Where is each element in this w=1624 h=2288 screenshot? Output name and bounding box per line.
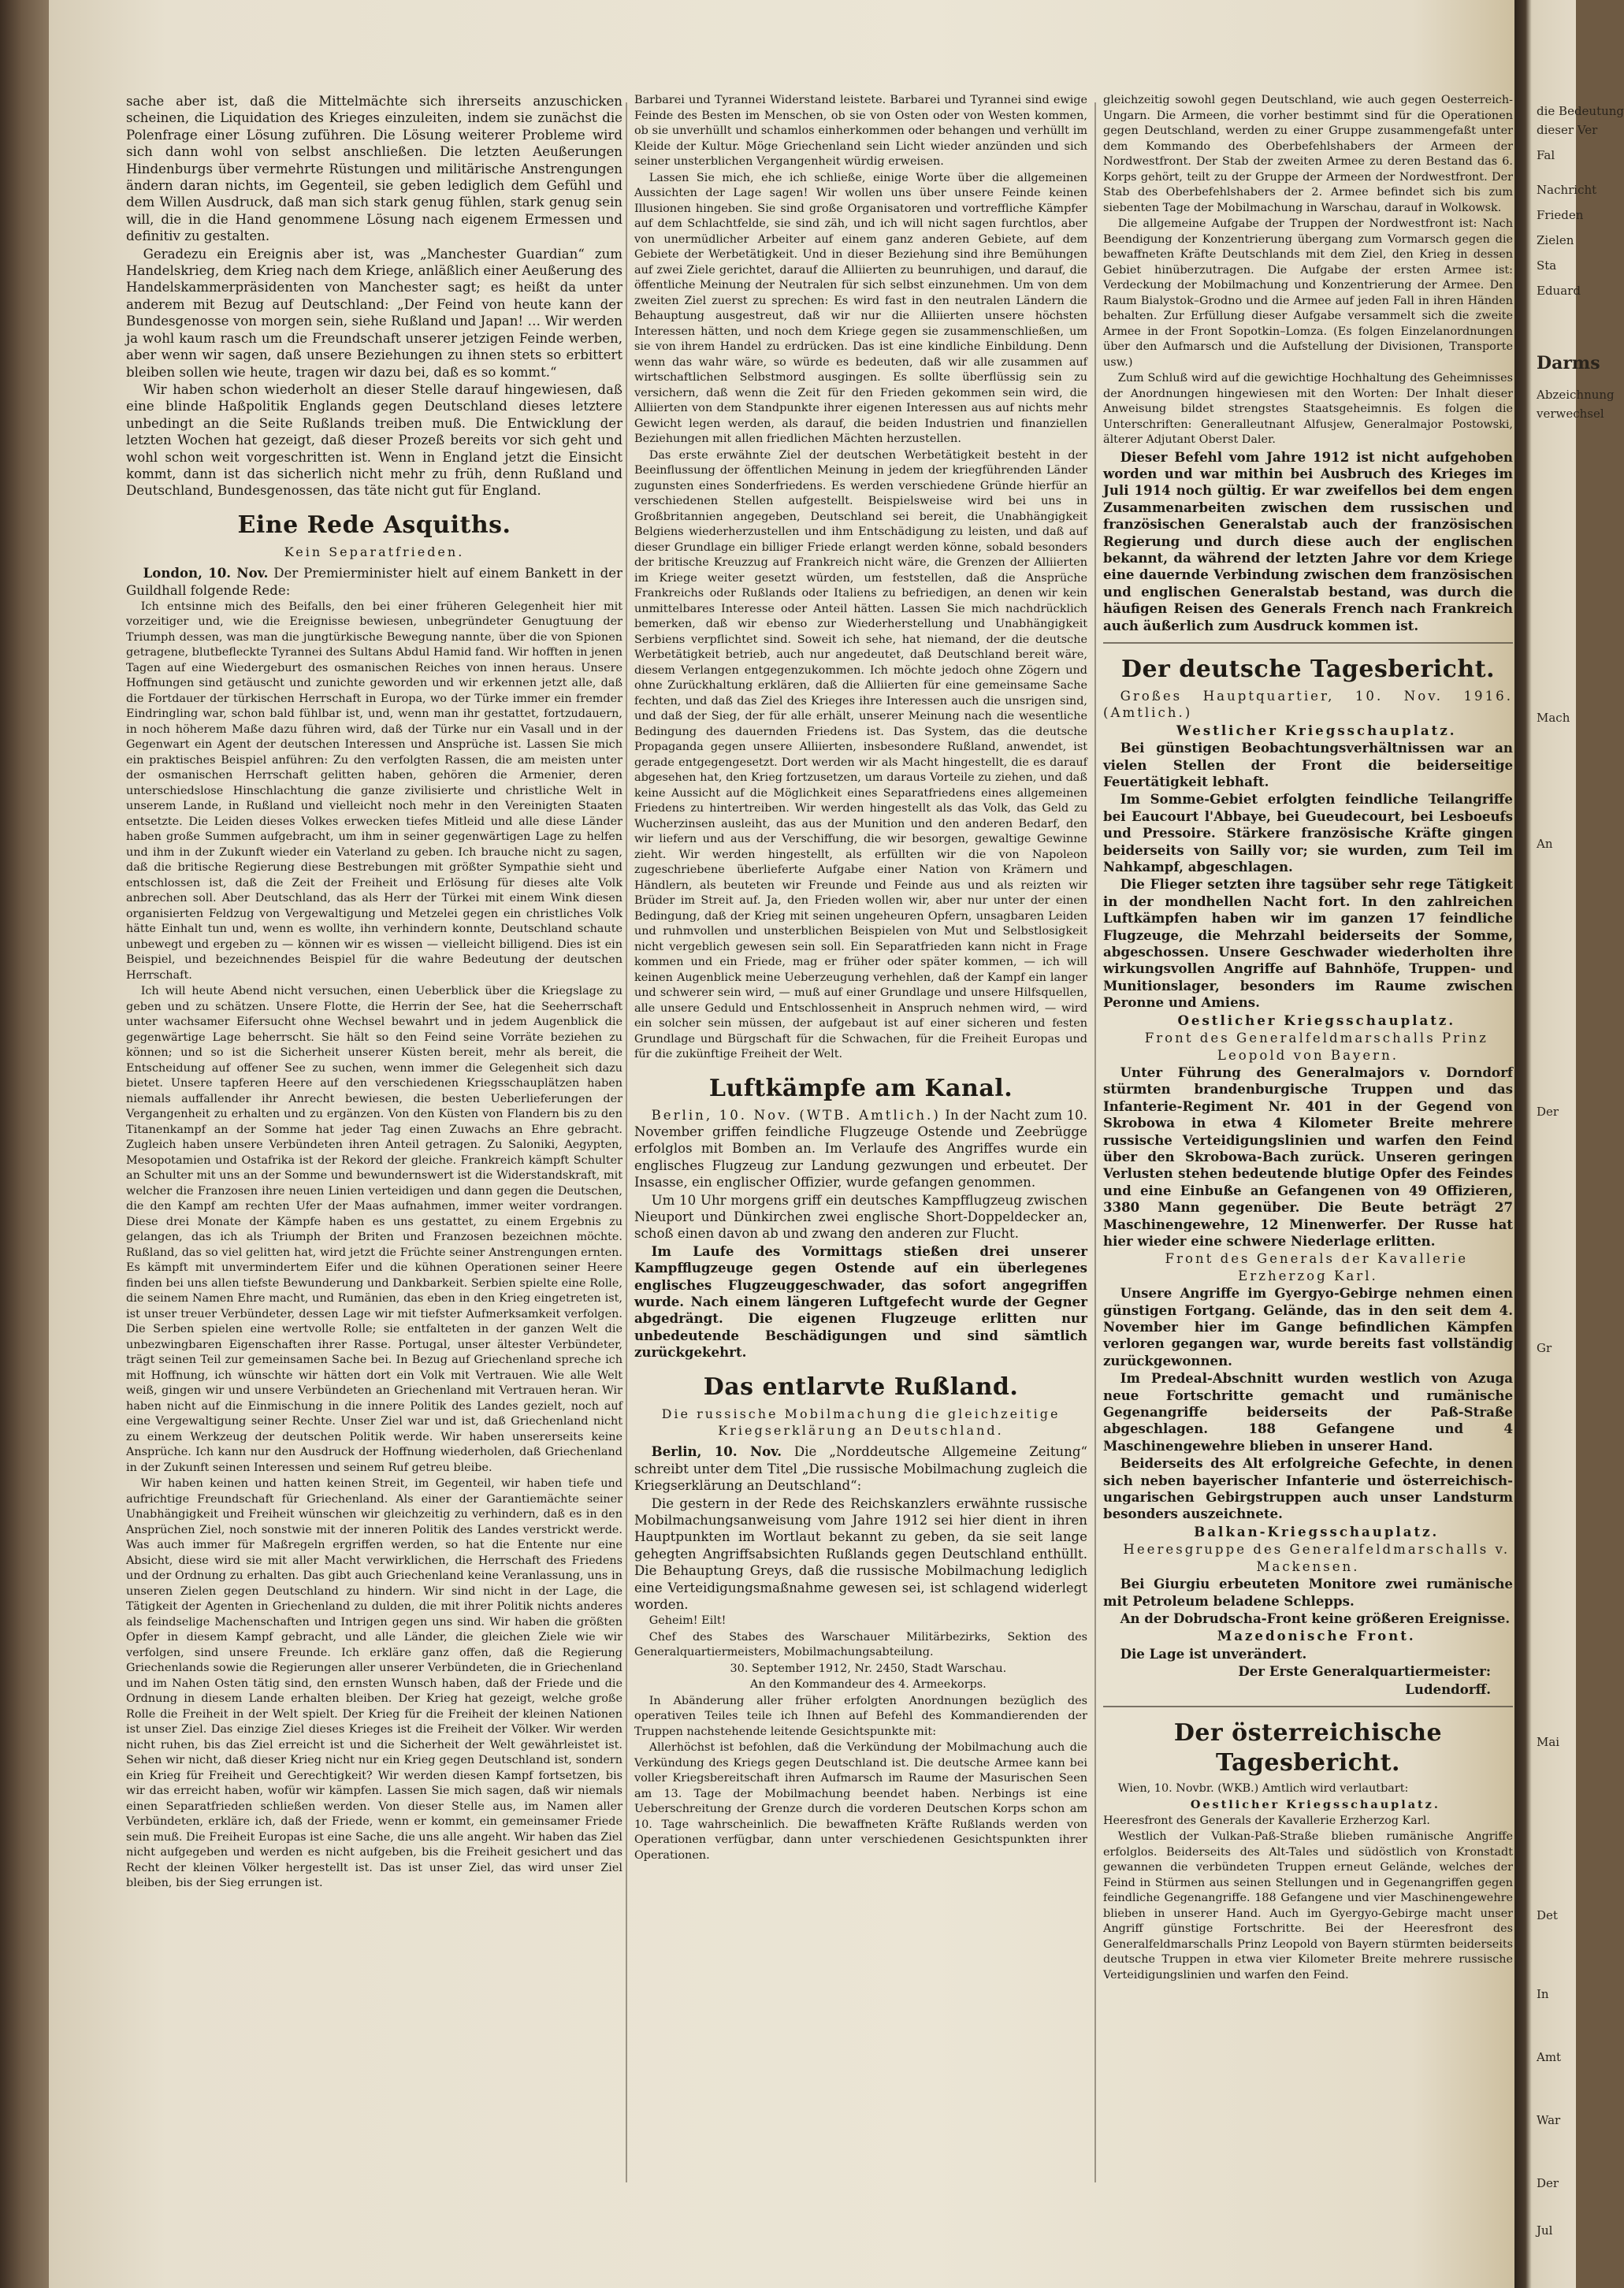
dateline: Großes Hauptquartier, 10. Nov. 1916. (Amtlich.): [1103, 688, 1513, 721]
document-line: Geheim! Eilt!: [648, 1614, 727, 1628]
speech-continuation: Barbarei und Tyrannei Widerstand leistete. Barbarei und Tyrannei sind ewige Feinde des Besten im Menschen, ob sie von Osten oder von Westen kommen, ob sie unverhüllt und schamlos einherkommen oder behangen und verhüllt im Kleide der Kultur. Möge Griechenland sein Licht wieder anzünden und sich seiner unsterblichen Vergangenheit würdig erweisen.: [634, 94, 1087, 168]
column-3: [1103, 93, 1513, 2220]
next-page-text: Gr: [1537, 1341, 1552, 1355]
paragraph: Um 10 Uhr morgens griff ein deutsches Kampfflugzeug zwischen Nieuport und Dünkirchen zwei englische Short-Doppeldecker an, schoß einen davon ab und zwang den anderen zur Flucht.: [634, 1192, 1087, 1242]
paragraph: Unter Führung des Generalmajors v. Dorndorf stürmten brandenburgische Truppen und das Infanterie-Regiment Nr. 401 in der Gegend von Skrobowa in etwa 4 Kilometer Breite mehrere russische Verteidigungslinien und warfen den Feind über den Skrobowa-Bach zurück. Unseren geringen Verlusten stehen bedeutende blutige Opfer des Feindes und eine Einbuße an Gefangenen von 49 Offizieren, 3380 Mann gegenüber. Die Beute beträgt 27 Maschinengewehre, 12 Minenwerfer. Der Russe hat hier wieder eine schwere Niederlage erlitten.: [1103, 1064, 1513, 1249]
column-rule-1: [626, 102, 627, 2182]
section-heading: Mazedonische Front.: [1217, 1628, 1416, 1644]
next-page-text: Nachricht: [1537, 183, 1597, 197]
paragraph: Die „Norddeutsche Allgemeine Zeitung“ schreibt unter dem Titel „Die russische Mobilmachung zugleich die Kriegserklärung an Deutschland“:: [634, 1444, 1088, 1494]
next-page-text: verwechsel: [1537, 407, 1604, 421]
divider: [1103, 1706, 1513, 1707]
headline-oesterreichischer-tagesbericht: Der österreichische Tagesbericht.: [1173, 1718, 1443, 1777]
signature-name: Ludendorff.: [1405, 1681, 1491, 1697]
paragraph: Wir haben schon wiederholt an dieser Stelle darauf hingewiesen, daß eine blinde Haßpolitik Englands gegen Deutschland dieses letztere unbedingt an die Seite Rußlands treiben muß. Die Entwicklung der letzten Wochen hat gezeigt, daß dieser Prozeß bereits vor sich geht und wohl schon weit vorgeschritten ist. Wenn in England jetzt die Einsicht kommt, dann ist das sicherlich nicht mehr zu früh, denn Rußland und Deutschland, Bundesgenossen, das täte nicht gut für England.: [126, 381, 622, 499]
next-page-text: Sta: [1537, 258, 1557, 273]
headline-luftkaempfe: Luftkämpfe am Kanal.: [708, 1074, 1013, 1102]
next-page-text: In: [1537, 1987, 1549, 2001]
next-page-headline: Darms: [1537, 353, 1600, 373]
document-text: In Abänderung aller früher erfolgten Anordnungen bezüglich des operativen Teiles teile ich Ihnen auf Befehl des Kommandierenden der Truppen nachstehende leitende Gesichtspunkte mit:: [634, 1694, 1087, 1738]
paragraph: Bei günstigen Beobachtungsverhältnissen war an vielen Stellen der Front die beiderseitige Feuertätigkeit lebhaft.: [1103, 740, 1513, 789]
next-page-text: Mach: [1537, 711, 1570, 725]
book-binding: [0, 0, 49, 2288]
section-subheading: Heeresfront des Generals der Kavallerie Erzherzog Karl.: [1103, 1814, 1430, 1827]
next-page-text: Mai: [1537, 1735, 1560, 1749]
paragraph: An der Dobrudscha-Front keine größeren Ereignisse.: [1120, 1610, 1511, 1626]
paragraph: Die gestern in der Rede des Reichskanzlers erwähnte russische Mobilmachungsanweisung vom Jahre 1912 sei hier dient in ihren Hauptpunkten im Wortlaut bekannt zu geben, da sie seit lange gehegten Angriffsabsichten Rußlands gegen Deutschland enthüllt. Die Behauptung Greys, daß die russische Mobilmachung lediglich eine Verteidigungsmaßnahme gewesen sei, ist schlagend widerlegt worden.: [634, 1495, 1087, 1613]
subheadline: Die russische Mobilmachung die gleichzeitige Kriegserklärung an Deutschland.: [661, 1406, 1061, 1438]
paragraph: Beiderseits des Alt erfolgreiche Gefechte, in denen sich neben bayerischer Infanterie und österreichisch-ungarischen Gebirgstruppen auch unser Landsturm besonders auszeichnete.: [1103, 1455, 1513, 1522]
document-line: 30. September 1912, Nr. 2450, Stadt Warschau.: [730, 1662, 1007, 1675]
paragraph: Bei Giurgiu erbeuteten Monitore zwei rumänische mit Petroleum beladene Schlepps.: [1103, 1576, 1513, 1609]
paragraph: Im Predeal-Abschnitt wurden westlich von Azuga neue Fortschritte gemacht und rumänische Gegenangriffe beiderseits der Paß-Straße abgeschlagen. 188 Gefangene und 4 Maschinengewehre blieben in unserer Hand.: [1103, 1370, 1513, 1454]
speech-text: Wir haben keinen und hatten keinen Streit, im Gegenteil, wir haben tiefe und aufrichtige Freundschaft für Griechenland. Als einer der Garantiemächte seiner Unabhängigkeit und Freiheit wünschen wir gleichzeitig zu verhindern, daß es in den Ansprüchen Ziel, noch sonstwie mit der inneren Politik des Landes verstrickt werde. Was auch immer für Maßregeln ergriffen werden, so hat die Entente nur eine Absicht, diese wird sie mit aller Macht verwirklichen, die Herrschaft des Friedens und der Ordnung zu erhalten. Das gibt auch Griechenland keine Veranlassung, uns in unseren Zielen gegen Deutschland zu hindern. Wir sind nicht in der Lage, die Tätigkeit der Agenten in Griechenland zu dulden, die mit ihrer Politik nichts anderes als feindselige Machenschaften und Intrigen gegen uns sind. Wir haben die größten Opfer in diesem Kampf gebracht, und alle Länder, die gleichen Ziele wie wir verfolgen, sind unsere Freunde. Ich erkläre ganz offen, daß die Regierung Griechenlands sowie die Regierungen aller unserer Verbündeten, die in Griechenland und im Nahen Osten tätig sind, den ernsten Wunsch haben, daß der Friede und die Ordnung in diesem Lande erhalten bleiben. Der Krieg hat gezeigt, welche große Rolle die Freiheit in der Welt spielt. Der Krieg für die Freiheit der kleinen Nationen ist unser Ziel. Das einzige Ziel dieses Krieges ist die Freiheit der Völker. Wir werden nicht ruhen, bis das Ziel erreicht ist und die Sicherheit der Welt gewährleistet ist. Sehen wir nicht, daß dieser Krieg nicht nur ein Krieg gegen Deutschland ist, sondern ein Krieg für Freiheit und Gerechtigkeit? Wir werden diesen Kampf fortsetzen, bis wir das erreicht haben, wofür wir kämpfen. Lassen Sie mich sagen, daß wir niemals einen Separatfrieden schließen werden. Von dieser Stelle aus, im Namen aller Verbündeten, erkläre ich, daß der Friede, wenn er kommt, ein gemeinsamer Friede sein muß. Die Freiheit Europas ist eine Sache, die uns alle angeht. Wir haben das Ziel nicht aufgegeben und werden es nicht aufgeben, bis die Freiheit gesichert und das Recht der kleinen Völker hergestellt ist. Das ist unser Ziel, das wird unser Ziel bleiben, bis der Sieg errungen ist.: [126, 1477, 622, 1890]
paragraph: Die Flieger setzten ihre tagsüber sehr rege Tätigkeit in der mondhellen Nacht fort. In den zahlreichen Luftkämpfen haben wir im ganzen 17 feindliche Flugzeuge, die Mehrzahl beiderseits der Somme, abgeschossen. Unsere Geschwader wiederholten ihre wirkungsvollen Angriffe auf Bahnhöfe, Truppen- und Munitionslager, besonders im Raume zwischen Peronne und Amiens.: [1103, 876, 1513, 1011]
headline-deutscher-tagesbericht: Der deutsche Tagesbericht.: [1120, 655, 1496, 683]
dateline: London, 10. Nov.: [143, 565, 269, 581]
section-subheading: Heeresgruppe des Generalfeldmarschalls v. Mackensen.: [1123, 1542, 1511, 1574]
section-heading: Westlicher Kriegsschauplatz.: [1176, 722, 1457, 738]
next-page-text: Frieden: [1537, 208, 1584, 222]
section-subheading: Front des Generalfeldmarschalls Prinz Leopold von Bayern.: [1144, 1031, 1488, 1063]
section-heading: Oestlicher Kriegsschauplatz.: [1177, 1012, 1456, 1028]
divider: [1103, 642, 1513, 644]
next-page-text: Amt: [1537, 2050, 1562, 2064]
paragraph: Im Laufe des Vormittags stießen drei unserer Kampfflugzeuge gegen Ostende auf ein überlegenes englisches Flugzeuggeschwader, das sofort angegriffen wurde. Nach einem längeren Luftgefecht wurde der Gegner abgedrängt. Die eigenen Flugzeuge erlitten nur unbedeutende Beschädigungen und sind sämtlich zurückgekehrt.: [634, 1242, 1087, 1361]
next-page-text: die Bedeutung: [1537, 104, 1624, 118]
column-2: [634, 93, 1087, 2212]
paragraph: Dieser Befehl vom Jahre 1912 ist nicht aufgehoben worden und war mithin bei Ausbruch des Krieges im Juli 1914 noch gültig. Er war zweifellos bei dem engen Zusammenarbeiten zwischen dem russischen und französischen Generalstab auch der französischen Regierung und durch diese auch der englischen bekannt, da während der letzten Jahre vor dem Kriege eine dauernde Verbindung zwischen dem französischen und englischen Generalstab bestand, was durch die häufigen Reisen des Generals French nach Frankreich auch äußerlich zum Ausdruck kommen ist.: [1103, 448, 1513, 633]
signature-title: Der Erste Generalquartiermeister:: [1238, 1663, 1491, 1680]
headline-asquith: Eine Rede Asquiths.: [237, 511, 511, 539]
paragraph: Unsere Angriffe im Gyergyo-Gebirge nehmen einen günstigen Fortgang. Gelände, das in den seit dem 4. November hier im Gange befindlichen Kämpfen verloren gegangen war, wurde bereits fast vollständig zurückgewonnen.: [1103, 1285, 1513, 1369]
dateline: Berlin, 10. Nov.: [651, 1443, 782, 1460]
speech-text: Ich entsinne mich des Beifalls, den bei einer früheren Gelegenheit hier mit vorzeitiger und, wie die Ereignisse bewiesen, unbegründeter Genugtuung der Triumph dessen, was man die jungtürkische Bewegung nannte, über die von Spionen getragene, blutbefleckte Tyrannei des Sultans Abdul Hamid fand. Wir hofften in jenen Tagen auf eine Wiedergeburt des osmanischen Reiches von innen heraus. Unsere Hoffnungen sind getäuscht und zunichte geworden und wir erkennen jetzt alle, daß die Fortdauer der türkischen Herrschaft in Europa, wo der Türke immer ein fremder Eindringling war, schon bald fühlbar ist, und, wenn man ihr gestattet, fortzudauern, in noch höherem Maße dazu führen wird, daß der Türke nur ein Vasall und in der Gegenwart ein Agent der deutschen Interessen und Ansprüche ist. Lassen Sie mich ein praktisches Beispiel anführen: Zu den verfolgten Rassen, die am meisten unter der osmanischen Herrschaft gelitten haben, gehören die Armenier, deren unterschiedslose Hinschlachtung die ganze zivilisierte und christliche Welt in unserem Lande, in Rußland und vielleicht noch mehr in den Vereinigten Staaten entsetzte. Die Leiden dieses Volkes erwecken tiefes Mitleid und alle diese Länder haben große Summen aufgebracht, um ihm in seiner gegenwärtigen Lage zu helfen und ihm in der Zukunft wieder ein Vaterland zu geben. Ich brauche nicht zu sagen, daß die britische Regierung diese Bestrebungen mit größter Sympathie sieht und entschlossen ist, daß die Zeit der Freiheit und Erlösung für dieses alte Volk anbrechen soll. Aber Deutschland, das als Herr der Türkei mit einem Wink diesen organisierten Feldzug von Vergewaltigung und Metzelei gegen ein christliches Volk hätte Einhalt tun und, wenn es wollte, ihn verhindern konnte, Deutschland schaute unbewegt und ergeben zu — können wir es wissen — vielleicht billigend. Dies ist ein Beispiel, und bezeichnendes Beispiel für die wahre Bedeutung der deutschen Herrschaft.: [126, 600, 622, 982]
subheadline: Kein Separatfrieden.: [284, 544, 465, 559]
next-page-text: An: [1537, 837, 1553, 851]
speech-text: Ich will heute Abend nicht versuchen, einen Ueberblick über die Kriegslage zu geben und zu schätzen. Unsere Flotte, die Herrin der See, hat die Seeherrschaft unter wachsamer Eifersucht ohne Wechsel bewahrt und in jedem Augenblick die gegenwärtige Lage beherrscht. Sie hält so den Feind seine Vorräte beziehen zu können; und so ist die Sicherheit unserer Küsten bereit, mehr als bereit, die Entscheidung auf offener See zu suchen, wenn immer die Gelegenheit sich dazu bietet. Unsere tapferen Heere auf den verschiedenen Kriegsschauplätzen haben niemals auffallender ihr Anrecht bewiesen, die besten Ueberlieferungen der Vergangenheit zu erhalten und zu ergänzen. Von den Küsten von Flandern bis zu den Titanenkampf an der Somme hat jeder Tag einen Zuwachs an Ehre gebracht. Zugleich haben unsere Verbündeten ihren Anteil getragen. Zu Saloniki, Aegypten, Mesopotamien und Ostafrika ist der Rekord der gleiche. Frankreich kämpft Schulter an Schulter mit uns an der Somme und bewundernswert ist die Widerstandskraft, mit welcher die Franzosen ihre neuen Linien verteidigen und dann gegen die Deutschen, die den Kampf am rechten Ufer der Maas aufnahmen, immer weiter vordrangen. Diese drei Monate der Kämpfe haben es uns gestattet, zu einem Ergebnis zu gelangen, das ich als Triumph der Briten und Franzosen bezeichnen möchte. Rußland, das so viel gelitten hat, wird jetzt die Früchte seiner Anstrengungen ernten. Es kämpft mit unvermindertem Eifer und die kühnen Operationen seiner Heere finden bei uns allen tiefste Bewunderung und Dankbarkeit. Serbien spielte eine Rolle, die seinem Namen Ehre macht, und Rumänien, das eben in den Krieg eingetreten ist, ist unser treuer Verbündeter, dessen Lage wir mit tiefster Aufmerksamkeit verfolgen. Die Serben spielen eine wertvolle Rolle; sie entfalteten in der ganzen Welt die unbezwingbaren Eigenschaften ihrer Rasse. Portugal, unser ältester Verbündeter, trägt seinen Teil zur gemeinsamen Sache bei. In Bezug auf Griechenland spreche ich mit Hoffnung, ich wünschte wir hätten dort ein Volk mit Vertrauen. Wie alle Welt weiß, gingen wir und unsere Verbündeten an Griechenland mit Vertrauen heran. Wir haben nicht auf die Einmischung in die innere Politik des Landes gezielt, noch auf eine Vergewaltigung seiner Rechte. Unser Ziel war und ist, daß Griechenland nicht zu einem Werkzeug der deutschen Politik werde. Wir haben unsererseits keine Ansprüche. Ich kann nur den Ausdruck der Hoffnung wiederholen, daß Griechenland in der Zukunft seinen Interessen und seinem Ruf getreu bleibe.: [126, 985, 622, 1474]
next-page-text: War: [1537, 2113, 1561, 2127]
document-text: Zum Schluß wird auf die gewichtige Hochhaltung des Geheimnisses der Anordnungen hingewiesen mit den Worten: Der Inhalt dieser Anweisung bildet strengstes Staatsgeheimnis. Es folgen die Unterschriften: Generalleutnant Alfusjew, Generalmajor Postowski, älterer Adjutant Oberst Daler.: [1103, 372, 1513, 446]
document-text: Die allgemeine Aufgabe der Truppen der Nordwestfront ist: Nach Beendigung der Konzentrierung übergang zum Vormarsch gegen die bewaffneten Kräfte Deutschlands mit dem Ziel, den Krieg in dessen Gebiet hinüberzutragen. Die Aufgabe der ersten Armee ist: Verdeckung der Mobilmachung und Konzentrierung der Armee. Den Raum Bialystok–Grodno und die Armee auf jeden Fall in ihren Händen behalten. Zur Erfüllung dieser Aufgabe versammelt sich die zweite Armee in der Front Sopotkin–Lomza. (Es folgen Einzelanordnungen über den Aufmarsch und die Aufstellung der Divisionen, Transporte usw.): [1103, 217, 1513, 369]
next-page-text: Det: [1537, 1908, 1558, 1922]
paragraph: Der Premierminister hielt auf einem Bankett in der Guildhall folgende Rede:: [126, 566, 622, 598]
headline-russland: Das entlarvte Rußland.: [703, 1372, 1019, 1401]
dateline: Wien, 10. Novbr. (WKB.) Amtlich wird verlautbart:: [1117, 1781, 1409, 1795]
section-subheading: Front des Generals der Kavallerie Erzherzog Karl.: [1165, 1251, 1469, 1283]
next-page-text: Jul: [1537, 2223, 1553, 2238]
paragraph: Geradezu ein Ereignis aber ist, was „Manchester Guardian“ zum Handelskrieg, dem Krieg nach dem Kriege, anläßlich einer Aeußerung des Handelskammerpräsidenten von Manchester sagt; es heißt da unter anderem mit Bezug auf Deutschland: „Der Feind von heute kann der Bundesgenosse von morgen sein, siehe Rußland und Japan! … Wir werden ja wohl kaum rasch um die Freundschaft unserer jetzigen Feinde werben, aber wenn wir sagen, daß unsere Beziehungen zu ihnen stets so erbittert bleiben sollen wie heute, tragen wir dazu bei, daß es so kommt.“: [126, 246, 622, 380]
article-continuation: sache aber ist, daß die Mittelmächte sich ihrerseits anzuschicken scheinen, die Liquidation des Krieges einzuleiten, indem sie zunächst die Polenfrage einer Lösung zuführen. Die Lösung weiterer Probleme wird sich dann wohl von selbst anschließen. Die letzten Aeußerungen Hindenburgs über vermehrte Rüstungen und militärische Anstrengungen ändern daran nichts, im Gegenteil, sie geben lediglich dem Gefühl und dem Willen Ausdruck, daß man sich stark genug fühlen, stark genug sein will, die in die Hand genommene Lösung nach eigenem Ermessen und definitiv zu gestalten.: [126, 94, 622, 244]
paragraph: Im Somme-Gebiet erfolgten feindliche Teilangriffe bei Eaucourt l'Abbaye, bei Gueudecourt, bei Lesboeufs und Pressoire. Stärkere französische Kräfte gingen beiderseits von Sailly vor; sie wurden, zum Teil im Nahkampf, abgeschlagen.: [1103, 791, 1513, 875]
document-line: Chef des Stabes des Warschauer Militärbezirks, Sektion des Generalquartiermeisters, Mobilmachungsabteilung.: [634, 1630, 1087, 1659]
paragraph: In der Nacht zum 10. November griffen feindliche Flugzeuge Ostende und Zeebrügge erfolglos mit Bomben an. Im Verlaufe des Angriffes wurde ein englisches Flugzeug zur Landung gezwungen und erbeutet. Der Insasse, ein englischer Offizier, wurde gefangen genommen.: [634, 1107, 1087, 1190]
speech-text: Das erste erwähnte Ziel der deutschen Werbetätigkeit besteht in der Beeinflussung der öffentlichen Meinung in jedem der kriegführenden Länder zugunsten eines Sonderfriedens. Es werden verschiedene Gründe hierfür an verschiedenen Stellen aufgestellt. Beispielsweise wird bei uns in Großbritannien angegeben, Deutschland sei bereit, die Unabhängigkeit Belgiens wiederherzustellen und ihm Entschädigung zu leisten, und daß auf dieser Grundlage ein billiger Friede erlangt werden könne, sobald besonders der britische Kreuzzug auf Frankreich nicht wäre, die Grenzen der Alliierten im Kriege weiter gesetzt würden, um feststellen, daß die Ansprüche Frankreichs oder Rußlands oder Italiens zu befriedigen, an denen wir kein unmittelbares Interesse oder Anteil hätten. Lassen Sie mich nachdrücklich bemerken, daß wir ebenso zur Wiederherstellung und Unabhängigkeit Serbiens verpflichtet sind. Soweit ich sehe, hat niemand, der die deutsche Werbetätigkeit betrieb, auch nur angedeutet, daß Deutschland bereit wäre, diesem Verlangen entgegenzukommen. Ich möchte jedoch ohne Zögern und ohne Zurückhaltung erklären, daß die Alliierten für eine gemeinsame Sache fechten, und daß das Ziel des Krieges ihre Interessen auch die unsrigen sind, und daß der Sieg, der für alle erhält, unserer Meinung nach die wesentliche Bedingung des dauernden Friedens ist. Das System, das die deutsche Propaganda gegen unsere Alliierten, insbesondere Rußland, anwendet, ist gerade entgegengesetzt. Dort werden wir als Macht hingestellt, die es darauf abgesehen hat, den Krieg fortzusetzen, um daraus Vorteile zu ziehen, und daß keine Aussicht auf die Möglichkeit eines Separatfriedens eines allgemeinen Friedens zu hintertreiben. Wir werden hingestellt als das Volk, das Geld zu Wucherzinsen ausleiht, das aus der Munition und den anderen Bedarf, den wir liefern und aus der Verschiffung, die wir besorgen, gewaltige Gewinne zieht. Wir werden hingestellt, als erfüllten wir die von Napoleon zugeschriebene überlieferte Aufgabe einer Nation von Krämern und Händlern, als beuteten wir Freunde und Feinde aus und als reizten wir Brüder im Streit auf. Ja, den Frieden wollen wir, aber nur unter der einen Bedingung, daß der Krieg mit seinen ungeheuren Opfern, unsagbaren Leiden und ruhmvollen und unsterblichen Beispielen von Mut und Selbstlosigkeit nicht vergeblich gewesen sein soll. Ein Separatfrieden kann nicht in Frage kommen und ein Friede, mag er früher oder später kommen, — ich will keinen Augenblick meine Ueberzeugung verhehlen, daß der Kampf ein langer und schwerer sein wird, — muß auf einer Grundlage und unsere Hilfsquellen, alle unsere Geduld und Entschlossenheit in Anspruch nehmen wird, — wird ein solcher sein müssen, der aufgebaut ist auf einer sicheren und festen Grundlage und Bürgschaft für die Schwachen, für die Freiheit Europas und für die zukünftige Freiheit der Welt.: [634, 448, 1087, 1060]
next-page-text: dieser Ver: [1537, 123, 1598, 137]
next-page-text: Der: [1537, 2176, 1559, 2190]
next-page-edge: [1514, 0, 1624, 2288]
next-page-text: Abzeichnung: [1537, 388, 1615, 402]
document-continuation: gleichzeitig sowohl gegen Deutschland, wie auch gegen Oesterreich-Ungarn. Die Armeen, die vorher bestimmt sind für die Operationen gegen Deutschland, werden zu einer Gruppe zusammengefaßt unter dem Kommando des Oberbefehlshabers der Armeen der Nordwestfront. Der Stab der zweiten Armee zu deren Bestand das 6. Korps gehört, teilt zu der Gruppe der Armeen der Nordwestfront. Der Stab des Oberbefehlshabers der 2. Armee befindet sich bis zum siebenten Tage der Mobilmachung in Warschau, darauf in Wolkowsk.: [1103, 94, 1513, 214]
column-rule-2: [1094, 102, 1096, 2182]
speech-text: Lassen Sie mich, ehe ich schließe, einige Worte über die allgemeinen Aussichten der Lage sagen! Wir wollen uns über unsere Feinde keinen Illusionen hingeben. Sie sind große Organisatoren und vortreffliche Kämpfer auf dem Schlachtfelde, sie sind zäh, und ich will nicht sagen furchtlos, aber von unermüdlicher Arbeiter auf einem ganz anderen Gebiete, auf dem Gebiete der Werbetätigkeit. Und in dieser Beziehung sind ihre Bemühungen auf zwei Ziele gerichtet, darauf die Alliierten zu beunruhigen, und darauf, die öffentliche Meinung der Neutralen für sich selbst einzunehmen. Um von dem zweiten Ziel zuerst zu sprechen: Es wird fast in den neutralen Ländern die Behauptung ausgestreut, daß wir nur die Alliierten unsere höchsten Interessen hätten, und noch dem Kriege gegen sie zusammenschließen, um sie von ihrem Handel zu erdrücken. Das ist eine kindliche Einbildung. Denn wenn das wahr wäre, so würde es bedeuten, daß wir alle zusammen auf wirtschaftlichen Selbstmord ausgingen. Es sollte überflüssig sein zu versichern, daß wenn die Zeit für den Frieden gekommen sein wird, die Alliierten von dem Standpunkte ihrer eigenen Interessen aus auf nichts mehr Gewicht legen werden, als darauf, die beiden Industrien und finanziellen Beziehungen mit allen friedlichen Mächten herzustellen.: [634, 171, 1087, 445]
document-line: An den Kommandeur des 4. Armeekorps.: [749, 1678, 987, 1692]
section-heading: Balkan-Kriegsschauplatz.: [1194, 1523, 1440, 1540]
next-page-text: Der: [1537, 1105, 1559, 1119]
document-text: Allerhöchst ist befohlen, daß die Verkündung der Mobilmachung auch die Verkündung des Kriegs gegen Deutschland ist. Die deutsche Armee kann bei voller Kriegsbereitschaft ihren Aufmarsch im Raume der Masurischen Seen am 13. Tage der Mobilmachung beendet haben. Nerbings ist eine Ueberschreitung der Grenze durch die vorderen Deutschen Korps schon am 10. Tage wahrscheinlich. Die bewaffneten Kräfte Rußlands werden von Operationen verfügbar, dann unter verschiedenen Gesichtspunkten ihrer Operationen.: [634, 1741, 1087, 1862]
next-page-text: Zielen: [1537, 233, 1574, 247]
section-heading: Oestlicher Kriegsschauplatz.: [1190, 1798, 1440, 1812]
paragraph: Die Lage ist unverändert.: [1120, 1645, 1307, 1662]
column-1: [126, 93, 622, 2212]
dateline: Berlin, 10. Nov. (WTB. Amtlich.): [651, 1107, 941, 1123]
next-page-text: Eduard: [1537, 284, 1581, 298]
paragraph: Westlich der Vulkan-Paß-Straße blieben rumänische Angriffe erfolglos. Beiderseits des Alt-Tales und südöstlich von Kronstadt gewannen die verbündeten Truppen erneut Gelände, welches der Feind in Stürmen aus seinen Stellungen und in Gegenangriffen gegen feindliche Gegenangriffe. 188 Gefangene und vier Maschinengewehre blieben in unserer Hand. Auch im Gyergyo-Gebirge macht unser Angriff günstige Fortschritte. Bei der Heeresfront des Generalfeldmarschalls Prinz Leopold von Bayern stürmten beiderseits deutsche Truppen in etwa vier Kilometer Breite mehrere russische Verteidigungslinien und warfen den Feind.: [1103, 1830, 1513, 1982]
next-page-text: Fal: [1537, 148, 1555, 162]
